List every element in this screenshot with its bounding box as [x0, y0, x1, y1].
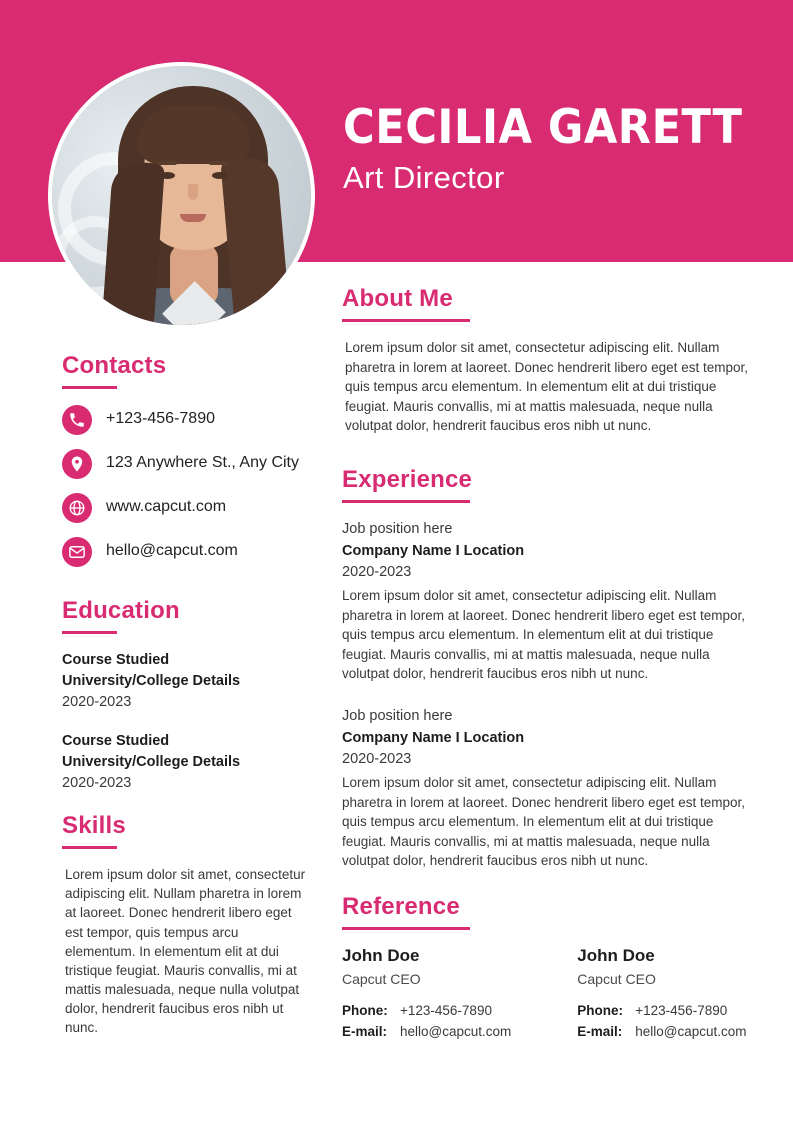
contacts-section: [62, 352, 312, 567]
reference-grid: [342, 946, 748, 1043]
reference-email-value: hello@capcut.com: [400, 1023, 512, 1039]
contact-phone-text: +123-456-7890: [106, 410, 215, 427]
reference-item: [342, 946, 511, 1043]
reference-email-label: E-mail:: [577, 1023, 623, 1039]
candidate-name: CECILIA GARETT: [343, 100, 743, 155]
experience-company: Company Name I Location: [342, 729, 525, 746]
portrait-brow-left: [157, 161, 177, 165]
experience-position: Job position here: [342, 707, 453, 724]
experience-years: 2020-2023: [342, 751, 412, 768]
experience-title: Experience: [342, 465, 473, 493]
reference-job-title: Capcut CEO: [577, 970, 656, 987]
phone-icon: [62, 405, 92, 435]
experience-company: Company Name I Location: [342, 542, 525, 559]
globe-icon: [62, 493, 92, 523]
experience-years: 2020-2023: [342, 564, 412, 581]
experience-body: Lorem ipsum dolor sit amet, consectetur adipiscing elit. Nullam pharetra in lorem at laoreet. Donec hendrerit libero eget est tempor, quis tempus arcu elementum. In elementum elit at dui tristique feugiat. Mauris convallis, mi at mattis malesuada, neque nulla volutpat dolor, hendrerit faucibus eros nibh ut nunc.: [342, 588, 745, 682]
portrait-nose: [188, 184, 198, 200]
contact-item-address[interactable]: [62, 449, 312, 479]
header-text-block: [343, 100, 763, 196]
reference-phone-label: Phone:: [342, 1002, 388, 1018]
education-title-rule: [62, 631, 117, 634]
education-years: 2020-2023: [62, 775, 132, 792]
contact-website-text: www.capcut.com: [106, 498, 227, 515]
experience-title-rule: [342, 500, 470, 503]
profile-photo: [48, 62, 315, 329]
reference-email-value: hello@capcut.com: [635, 1023, 747, 1039]
experience-body: Lorem ipsum dolor sit amet, consectetur adipiscing elit. Nullam pharetra in lorem at laoreet. Donec hendrerit libero eget est tempor, quis tempus arcu elementum. In elementum elit at dui tristique feugiat. Mauris convallis, mi at mattis malesuada, neque nulla volutpat dolor, hendrerit faucibus eros nibh ut nunc.: [342, 775, 745, 869]
reference-section: [342, 893, 748, 1043]
contacts-title: Contacts: [62, 352, 167, 379]
education-title: Education: [62, 597, 180, 624]
education-item: [62, 731, 312, 794]
education-item: [62, 650, 312, 713]
left-column: [62, 352, 312, 1038]
right-column: [342, 285, 748, 1043]
contact-item-website[interactable]: [62, 493, 312, 523]
reference-email-row: [577, 1022, 746, 1043]
experience-section: [342, 466, 748, 871]
reference-phone-value: +123-456-7890: [635, 1002, 728, 1018]
reference-phone-label: Phone:: [577, 1002, 624, 1018]
skills-section: [62, 812, 312, 1037]
reference-job-title: Capcut CEO: [342, 970, 421, 987]
reference-item: [577, 946, 746, 1043]
education-course: Course Studied: [62, 733, 170, 750]
portrait-fringe: [138, 106, 250, 164]
reference-phone-value: +123-456-7890: [400, 1002, 492, 1018]
reference-title-rule: [342, 927, 470, 930]
portrait-eye-left: [160, 172, 175, 179]
reference-phone-row: [577, 1001, 746, 1022]
reference-phone-row: [342, 1001, 511, 1022]
education-course: Course Studied: [62, 652, 170, 668]
reference-name: John Doe: [577, 945, 655, 965]
location-pin-icon: [62, 449, 92, 479]
experience-position: Job position here: [342, 520, 453, 537]
education-years: 2020-2023: [62, 694, 132, 711]
about-section: [342, 285, 748, 436]
reference-name: John Doe: [342, 945, 420, 965]
candidate-role: Art Director: [343, 160, 505, 196]
skills-title: Skills: [62, 812, 126, 840]
portrait-mouth: [180, 214, 206, 222]
skills-title-rule: [62, 846, 117, 849]
envelope-icon: [62, 537, 92, 567]
reference-email-row: [342, 1022, 511, 1043]
contacts-title-rule: [62, 386, 117, 389]
about-body: Lorem ipsum dolor sit amet, consectetur adipiscing elit. Nullam pharetra in lorem at laoreet. Donec hendrerit libero eget est tempor, quis tempus arcu elementum. In elementum elit at dui tristique feugiat. Mauris convallis, mi at mattis malesuada, neque nulla volutpat dolor, hendrerit faucibus eros nibh ut nunc.: [345, 340, 748, 434]
about-title-rule: [342, 319, 470, 322]
reference-email-label: E-mail:: [342, 1023, 388, 1039]
contact-email-text: hello@capcut.com: [106, 542, 238, 559]
reference-title: Reference: [342, 892, 460, 920]
education-school: University/College Details: [62, 754, 241, 771]
contact-item-phone[interactable]: [62, 405, 312, 435]
education-section: [62, 597, 312, 794]
contact-item-email[interactable]: [62, 537, 312, 567]
education-school: University/College Details: [62, 673, 241, 690]
skills-body: Lorem ipsum dolor sit amet, consectetur adipiscing elit. Nullam pharetra in lorem at laoreet. Donec hendrerit libero eget est tempor, quis tempus arcu elementum. In elementum elit at dui tristique feugiat. Mauris convallis, mi at mattis malesuada, neque nulla volutpat dolor, hendrerit faucibus eros nibh ut nunc.: [65, 867, 306, 1036]
contact-address-text: 123 Anywhere St., Any City: [106, 454, 299, 471]
portrait-brow-right: [209, 161, 229, 165]
experience-item: [342, 519, 748, 684]
portrait-eye-right: [212, 172, 227, 179]
experience-item: [342, 706, 748, 871]
about-title: About Me: [342, 285, 453, 312]
